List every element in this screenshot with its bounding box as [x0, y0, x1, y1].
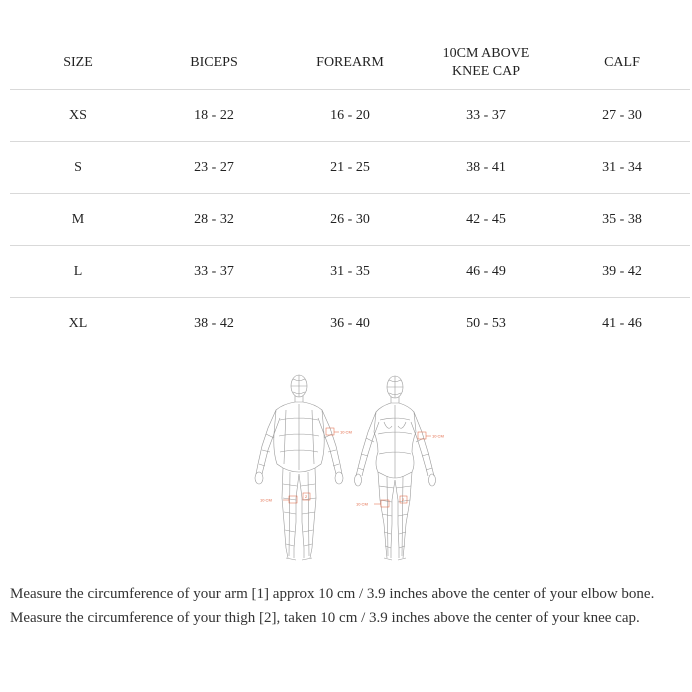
measurement-instructions	[10, 582, 690, 630]
female-figure	[355, 376, 436, 560]
female-leg-marker-number: 2	[402, 497, 405, 502]
cell-size: M	[10, 194, 146, 246]
cell-calf: 41 - 46	[602, 315, 642, 331]
cell-above-knee: 42 - 45	[418, 194, 554, 246]
thigh-instruction: Measure the circumference of your thigh [2], taken 10 cm / 3.9 inches above the center of your knee cap.	[10, 610, 640, 626]
female-leg-label: 10 CM	[356, 501, 368, 507]
size-chart-table	[10, 37, 690, 349]
table-row	[10, 142, 690, 194]
female-arm-marker	[418, 432, 444, 439]
cell-size: XL	[68, 315, 88, 331]
header-biceps: BICEPS	[146, 37, 282, 90]
cell-above-knee: 50 - 53	[466, 315, 506, 331]
table-row	[10, 90, 690, 142]
cell-forearm: 26 - 30	[282, 194, 418, 246]
cell-biceps: 33 - 37	[146, 246, 282, 298]
male-arm-label: 10 CM	[340, 429, 352, 435]
body-measurement-illustration	[250, 372, 450, 564]
table-header-row	[10, 37, 690, 90]
male-leg-marker-number: 2	[305, 494, 308, 499]
cell-forearm: 31 - 35	[282, 246, 418, 298]
cell-above-knee: 33 - 37	[418, 90, 554, 142]
cell-biceps: 38 - 42	[194, 315, 234, 331]
male-leg-label: 10 CM	[260, 497, 272, 503]
male-leg-marker	[260, 493, 310, 503]
cell-size: S	[10, 142, 146, 194]
header-above-knee: 10CM ABOVE KNEE CAP	[418, 37, 554, 90]
male-figure	[255, 375, 343, 560]
header-size: SIZE	[10, 37, 146, 90]
cell-calf: 39 - 42	[554, 246, 690, 298]
cell-forearm: 16 - 20	[282, 90, 418, 142]
cell-biceps: 23 - 27	[146, 142, 282, 194]
table-row	[10, 246, 690, 298]
cell-above-knee: 38 - 41	[418, 142, 554, 194]
cell-calf: 35 - 38	[554, 194, 690, 246]
cell-forearm: 36 - 40	[330, 315, 370, 331]
cell-size: L	[10, 246, 146, 298]
header-calf: CALF	[554, 37, 690, 90]
header-forearm: FOREARM	[282, 37, 418, 90]
cell-biceps: 18 - 22	[146, 90, 282, 142]
cell-above-knee: 46 - 49	[418, 246, 554, 298]
table-row	[10, 298, 690, 350]
arm-instruction: Measure the circumference of your arm [1] approx 10 cm / 3.9 inches above the center of your elbow bone.	[10, 586, 655, 602]
male-arm-marker	[326, 428, 352, 435]
cell-calf: 27 - 30	[554, 90, 690, 142]
cell-biceps: 28 - 32	[146, 194, 282, 246]
cell-forearm: 21 - 25	[282, 142, 418, 194]
cell-calf: 31 - 34	[554, 142, 690, 194]
female-arm-label: 10 CM	[432, 433, 444, 439]
table-row	[10, 194, 690, 246]
cell-size: XS	[10, 90, 146, 142]
